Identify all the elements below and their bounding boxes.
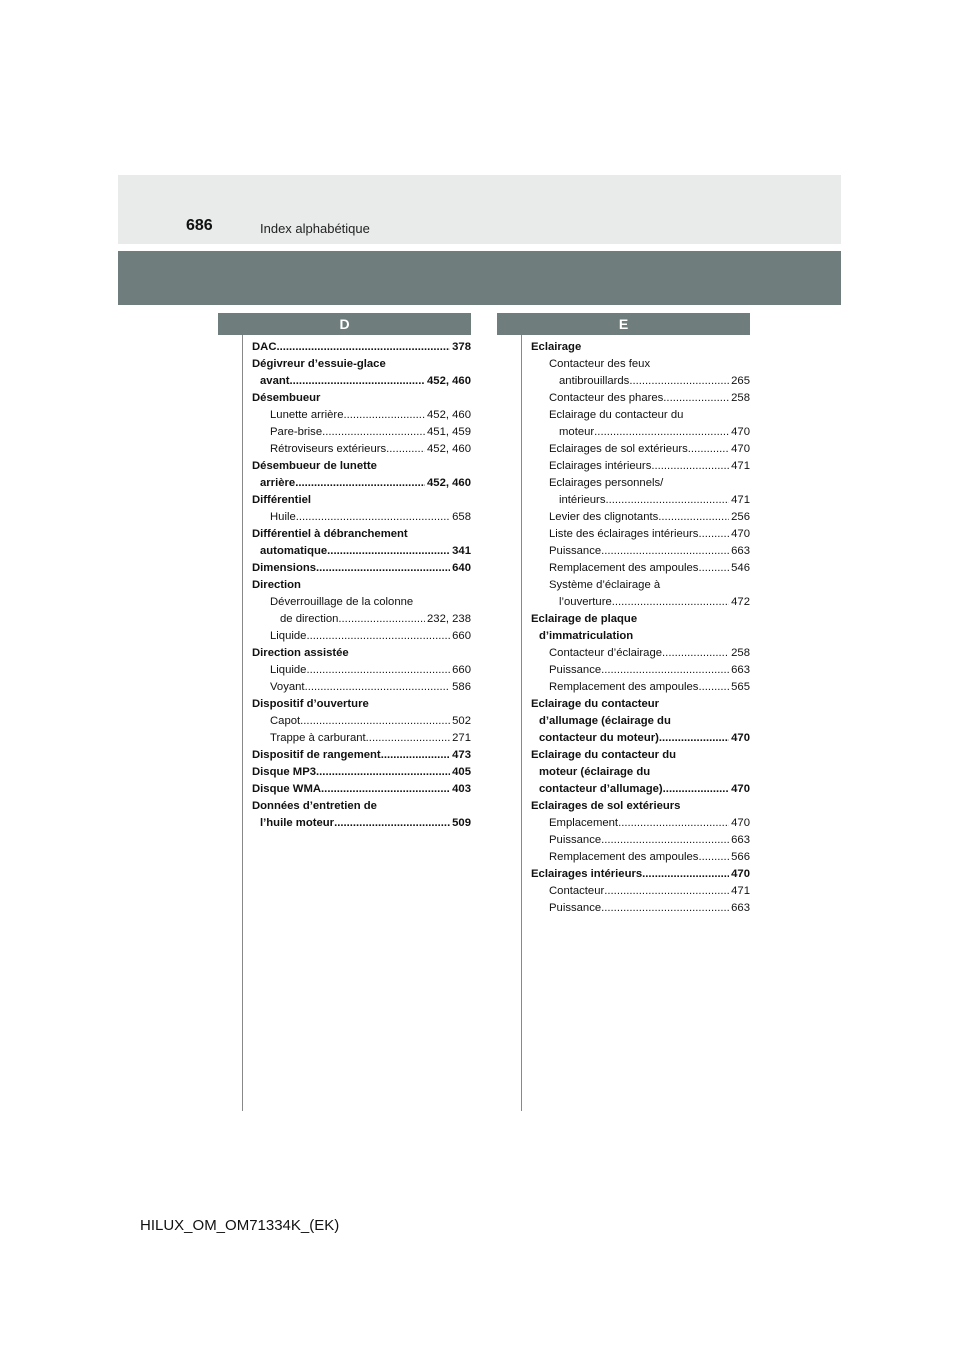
index-entry bbox=[531, 356, 750, 373]
index-entry-page: 586 bbox=[452, 681, 471, 693]
dot-leader bbox=[296, 509, 450, 526]
index-entry-page: 452, 460 bbox=[427, 477, 471, 489]
dot-leader bbox=[381, 747, 450, 764]
dot-leader bbox=[305, 679, 451, 696]
index-entry-text: Lunette arrière bbox=[270, 409, 344, 421]
index-entry-page: 546 bbox=[731, 562, 750, 574]
index-entry bbox=[252, 594, 471, 611]
index-entry bbox=[531, 492, 750, 509]
index-entry-text: d’allumage (éclairage du bbox=[539, 715, 671, 727]
dot-leader bbox=[651, 458, 729, 475]
index-entry bbox=[252, 492, 471, 509]
index-entry bbox=[531, 662, 750, 679]
index-entry-page: 258 bbox=[731, 647, 750, 659]
page-number: 686 bbox=[186, 217, 213, 234]
index-entry bbox=[531, 798, 750, 815]
header-dark-band bbox=[118, 251, 841, 305]
document-code: HILUX_OM_OM71334K_(EK) bbox=[140, 1217, 340, 1234]
index-entry bbox=[531, 730, 750, 747]
index-entry-text: l’ouverture bbox=[559, 596, 612, 608]
dot-leader bbox=[300, 713, 450, 730]
index-entry bbox=[531, 577, 750, 594]
index-entry-text: Contacteur des phares bbox=[549, 392, 664, 404]
index-entry bbox=[252, 526, 471, 543]
index-entry-text: Pare-brise bbox=[270, 426, 323, 438]
index-entry-page: 473 bbox=[452, 749, 471, 761]
index-entry bbox=[531, 441, 750, 458]
dot-leader bbox=[688, 441, 729, 458]
index-entry-page: 271 bbox=[452, 732, 471, 744]
index-entry bbox=[531, 815, 750, 832]
index-entry bbox=[252, 662, 471, 679]
index-entry-text: Capot bbox=[270, 715, 301, 727]
index-entry-text: moteur (éclairage du bbox=[539, 766, 651, 778]
index-entry-page: 265 bbox=[731, 375, 750, 387]
index-entry-text: Eclairage du contacteur du bbox=[531, 749, 677, 761]
index-entry-text: Différentiel à débranchement bbox=[252, 528, 408, 540]
dot-leader bbox=[601, 832, 729, 849]
index-entry-text: Puissance bbox=[549, 545, 602, 557]
index-entry bbox=[531, 849, 750, 866]
index-entry-page: 256 bbox=[731, 511, 750, 523]
index-entry-page: 663 bbox=[731, 902, 750, 914]
index-entry-page: 378 bbox=[452, 341, 471, 353]
index-entry-text: Eclairages intérieurs bbox=[531, 868, 643, 880]
index-entry-text: Rétroviseurs extérieurs bbox=[270, 443, 387, 455]
index-entry-page: 452, 460 bbox=[427, 409, 471, 421]
index-entry-text: Dimensions bbox=[252, 562, 317, 574]
index-entry bbox=[531, 645, 750, 662]
dot-leader bbox=[605, 492, 729, 509]
dot-leader bbox=[321, 781, 450, 798]
dot-leader bbox=[642, 866, 729, 883]
index-entry-text: Données d’entretien de bbox=[252, 800, 377, 812]
index-entry bbox=[531, 764, 750, 781]
index-entry-text: Remplacement des ampoules bbox=[549, 562, 699, 574]
index-entry-text: Trappe à carburant bbox=[270, 732, 366, 744]
dot-leader bbox=[612, 594, 729, 611]
index-entry-text: Désembueur bbox=[252, 392, 321, 404]
index-entry-page: 451, 459 bbox=[427, 426, 471, 438]
index-entry-text: Désembueur de lunette bbox=[252, 460, 377, 472]
index-entry bbox=[252, 713, 471, 730]
index-entry-text: d’immatriculation bbox=[539, 630, 634, 642]
index-entry bbox=[252, 628, 471, 645]
dot-leader bbox=[629, 373, 729, 390]
index-entry bbox=[252, 390, 471, 407]
index-entry-text: de direction bbox=[280, 613, 339, 625]
section-letter-e: E bbox=[497, 313, 750, 335]
dot-leader bbox=[618, 815, 729, 832]
dot-leader bbox=[601, 900, 729, 917]
index-entry-page: 470 bbox=[731, 817, 750, 829]
index-entry-text: Remplacement des ampoules bbox=[549, 681, 699, 693]
index-entry bbox=[252, 611, 471, 628]
dot-leader bbox=[601, 662, 729, 679]
index-entry-page: 470 bbox=[731, 783, 750, 795]
index-entry-page: 663 bbox=[731, 834, 750, 846]
index-entry-page: 470 bbox=[731, 426, 750, 438]
index-entry-text: moteur bbox=[559, 426, 595, 438]
index-entry-text: Levier des clignotants bbox=[549, 511, 659, 523]
dot-leader bbox=[663, 390, 729, 407]
dot-leader bbox=[604, 883, 729, 900]
dot-leader bbox=[601, 543, 729, 560]
dot-leader bbox=[306, 628, 450, 645]
index-entry bbox=[531, 543, 750, 560]
index-entry-text: Huile bbox=[270, 511, 296, 523]
index-entry-text: Voyant bbox=[270, 681, 305, 693]
dot-leader bbox=[386, 441, 425, 458]
dot-leader bbox=[663, 781, 729, 798]
index-entry bbox=[252, 747, 471, 764]
index-entry-text: Emplacement bbox=[549, 817, 619, 829]
index-entry-page: 471 bbox=[731, 885, 750, 897]
index-entry bbox=[252, 339, 471, 356]
index-entry bbox=[531, 832, 750, 849]
index-entry-text: Liquide bbox=[270, 630, 307, 642]
dot-leader bbox=[594, 424, 729, 441]
index-entry bbox=[252, 373, 471, 390]
dot-leader bbox=[306, 662, 450, 679]
dot-leader bbox=[322, 424, 425, 441]
index-entry-text: Direction bbox=[252, 579, 301, 591]
index-entry-text: Eclairage bbox=[531, 341, 582, 353]
index-entry-page: 509 bbox=[452, 817, 471, 829]
index-entry bbox=[531, 628, 750, 645]
index-entry bbox=[531, 611, 750, 628]
index-entry-text: Puissance bbox=[549, 834, 602, 846]
dot-leader bbox=[662, 645, 729, 662]
index-entry-page: 471 bbox=[731, 460, 750, 472]
index-entry-text: Puissance bbox=[549, 664, 602, 676]
dot-leader bbox=[698, 560, 729, 577]
index-entry-text: Liquide bbox=[270, 664, 307, 676]
index-entry-text: Différentiel bbox=[252, 494, 312, 506]
index-entry bbox=[252, 798, 471, 815]
dot-leader bbox=[698, 849, 729, 866]
index-entry bbox=[531, 679, 750, 696]
index-entry-text: contacteur du moteur) bbox=[539, 732, 659, 744]
dot-leader bbox=[316, 560, 450, 577]
index-entry-text: Dégivreur d’essuie-glace bbox=[252, 358, 386, 370]
index-entry bbox=[252, 679, 471, 696]
index-entry bbox=[252, 543, 471, 560]
index-entry-text: Puissance bbox=[549, 902, 602, 914]
section-letter-d: D bbox=[218, 313, 471, 335]
index-entry-text: antibrouillards bbox=[559, 375, 630, 387]
index-entry-text: DAC bbox=[252, 341, 277, 353]
index-entry-text: automatique bbox=[260, 545, 328, 557]
index-entry bbox=[252, 577, 471, 594]
index-entry-page: 470 bbox=[731, 528, 750, 540]
index-entry-page: 470 bbox=[731, 732, 750, 744]
dot-leader bbox=[295, 475, 425, 492]
index-entry bbox=[531, 900, 750, 917]
index-entry-text: Liste des éclairages intérieurs bbox=[549, 528, 699, 540]
index-entry-text: Contacteur des feux bbox=[549, 358, 651, 370]
index-entry bbox=[531, 747, 750, 764]
index-entry-page: 472 bbox=[731, 596, 750, 608]
index-entry bbox=[531, 373, 750, 390]
index-entry bbox=[252, 560, 471, 577]
index-entry-page: 566 bbox=[731, 851, 750, 863]
index-entry bbox=[531, 594, 750, 611]
index-column-e bbox=[531, 339, 750, 917]
dot-leader bbox=[366, 730, 450, 747]
page-title: Index alphabétique bbox=[260, 221, 370, 236]
index-entry-text: Eclairages de sol extérieurs bbox=[549, 443, 688, 455]
index-entry bbox=[531, 509, 750, 526]
index-entry-page: 502 bbox=[452, 715, 471, 727]
index-entry-page: 565 bbox=[731, 681, 750, 693]
dot-leader bbox=[698, 526, 729, 543]
index-entry-page: 258 bbox=[731, 392, 750, 404]
index-entry-text: Eclairages de sol extérieurs bbox=[531, 800, 681, 812]
index-entry-text: arrière bbox=[260, 477, 296, 489]
index-entry-text: Eclairage du contacteur du bbox=[549, 409, 684, 421]
index-entry bbox=[531, 560, 750, 577]
index-entry-page: 660 bbox=[452, 664, 471, 676]
index-entry-page: 403 bbox=[452, 783, 471, 795]
index-entry-text: Disque MP3 bbox=[252, 766, 317, 778]
dot-leader bbox=[316, 764, 450, 781]
index-entry bbox=[252, 781, 471, 798]
index-entry bbox=[531, 713, 750, 730]
dot-leader bbox=[659, 730, 729, 747]
dot-leader bbox=[658, 509, 729, 526]
column-divider-left bbox=[242, 335, 243, 1111]
dot-leader bbox=[276, 339, 450, 356]
index-entry bbox=[531, 883, 750, 900]
dot-leader bbox=[343, 407, 425, 424]
index-entry-text: Eclairage de plaque bbox=[531, 613, 638, 625]
index-entry-text: Disque WMA bbox=[252, 783, 322, 795]
index-entry bbox=[252, 815, 471, 832]
index-entry bbox=[252, 458, 471, 475]
index-entry bbox=[252, 509, 471, 526]
index-entry-page: 232, 238 bbox=[427, 613, 471, 625]
dot-leader bbox=[327, 543, 450, 560]
index-entry-text: Eclairages intérieurs bbox=[549, 460, 652, 472]
index-entry-page: 452, 460 bbox=[427, 443, 471, 455]
index-entry bbox=[252, 730, 471, 747]
index-entry bbox=[252, 441, 471, 458]
index-entry bbox=[531, 339, 750, 356]
dot-leader bbox=[698, 679, 729, 696]
column-divider-right bbox=[521, 335, 522, 1111]
index-entry bbox=[531, 475, 750, 492]
index-entry-page: 471 bbox=[731, 494, 750, 506]
index-entry-page: 658 bbox=[452, 511, 471, 523]
index-entry-page: 663 bbox=[731, 664, 750, 676]
dot-leader bbox=[338, 611, 425, 628]
index-entry-text: Dispositif de rangement bbox=[252, 749, 381, 761]
index-entry-page: 405 bbox=[452, 766, 471, 778]
index-entry-text: Système d’éclairage à bbox=[549, 579, 661, 591]
index-entry bbox=[531, 407, 750, 424]
index-entry bbox=[252, 696, 471, 713]
index-entry bbox=[531, 458, 750, 475]
index-entry-text: Déverrouillage de la colonne bbox=[270, 596, 414, 608]
header-top-band bbox=[118, 175, 841, 244]
index-entry-page: 663 bbox=[731, 545, 750, 557]
index-entry-page: 470 bbox=[731, 443, 750, 455]
index-entry-text: l’huile moteur bbox=[260, 817, 335, 829]
index-entry bbox=[531, 424, 750, 441]
index-entry bbox=[531, 781, 750, 798]
index-entry bbox=[531, 390, 750, 407]
index-entry-text: Eclairages personnels/ bbox=[549, 477, 664, 489]
index-entry bbox=[531, 696, 750, 713]
index-entry bbox=[252, 764, 471, 781]
index-entry-page: 341 bbox=[452, 545, 471, 557]
index-entry-page: 660 bbox=[452, 630, 471, 642]
index-entry-text: Contacteur bbox=[549, 885, 605, 897]
index-entry-page: 470 bbox=[731, 868, 750, 880]
index-entry bbox=[252, 356, 471, 373]
index-entry-page: 640 bbox=[452, 562, 471, 574]
index-entry bbox=[252, 645, 471, 662]
dot-leader bbox=[334, 815, 450, 832]
index-entry bbox=[531, 866, 750, 883]
index-entry-text: Remplacement des ampoules bbox=[549, 851, 699, 863]
index-entry bbox=[252, 424, 471, 441]
index-entry bbox=[531, 526, 750, 543]
index-entry-text: avant bbox=[260, 375, 290, 387]
dot-leader bbox=[290, 373, 426, 390]
index-entry-text: Eclairage du contacteur bbox=[531, 698, 660, 710]
index-entry bbox=[252, 475, 471, 492]
index-entry-text: contacteur d’allumage) bbox=[539, 783, 663, 795]
index-entry-text: Direction assistée bbox=[252, 647, 349, 659]
index-column-d bbox=[252, 339, 471, 832]
index-entry-page: 452, 460 bbox=[427, 375, 471, 387]
index-entry-text: Dispositif d’ouverture bbox=[252, 698, 369, 710]
index-entry-text: Contacteur d’éclairage bbox=[549, 647, 663, 659]
index-entry-text: intérieurs bbox=[559, 494, 606, 506]
index-entry bbox=[252, 407, 471, 424]
